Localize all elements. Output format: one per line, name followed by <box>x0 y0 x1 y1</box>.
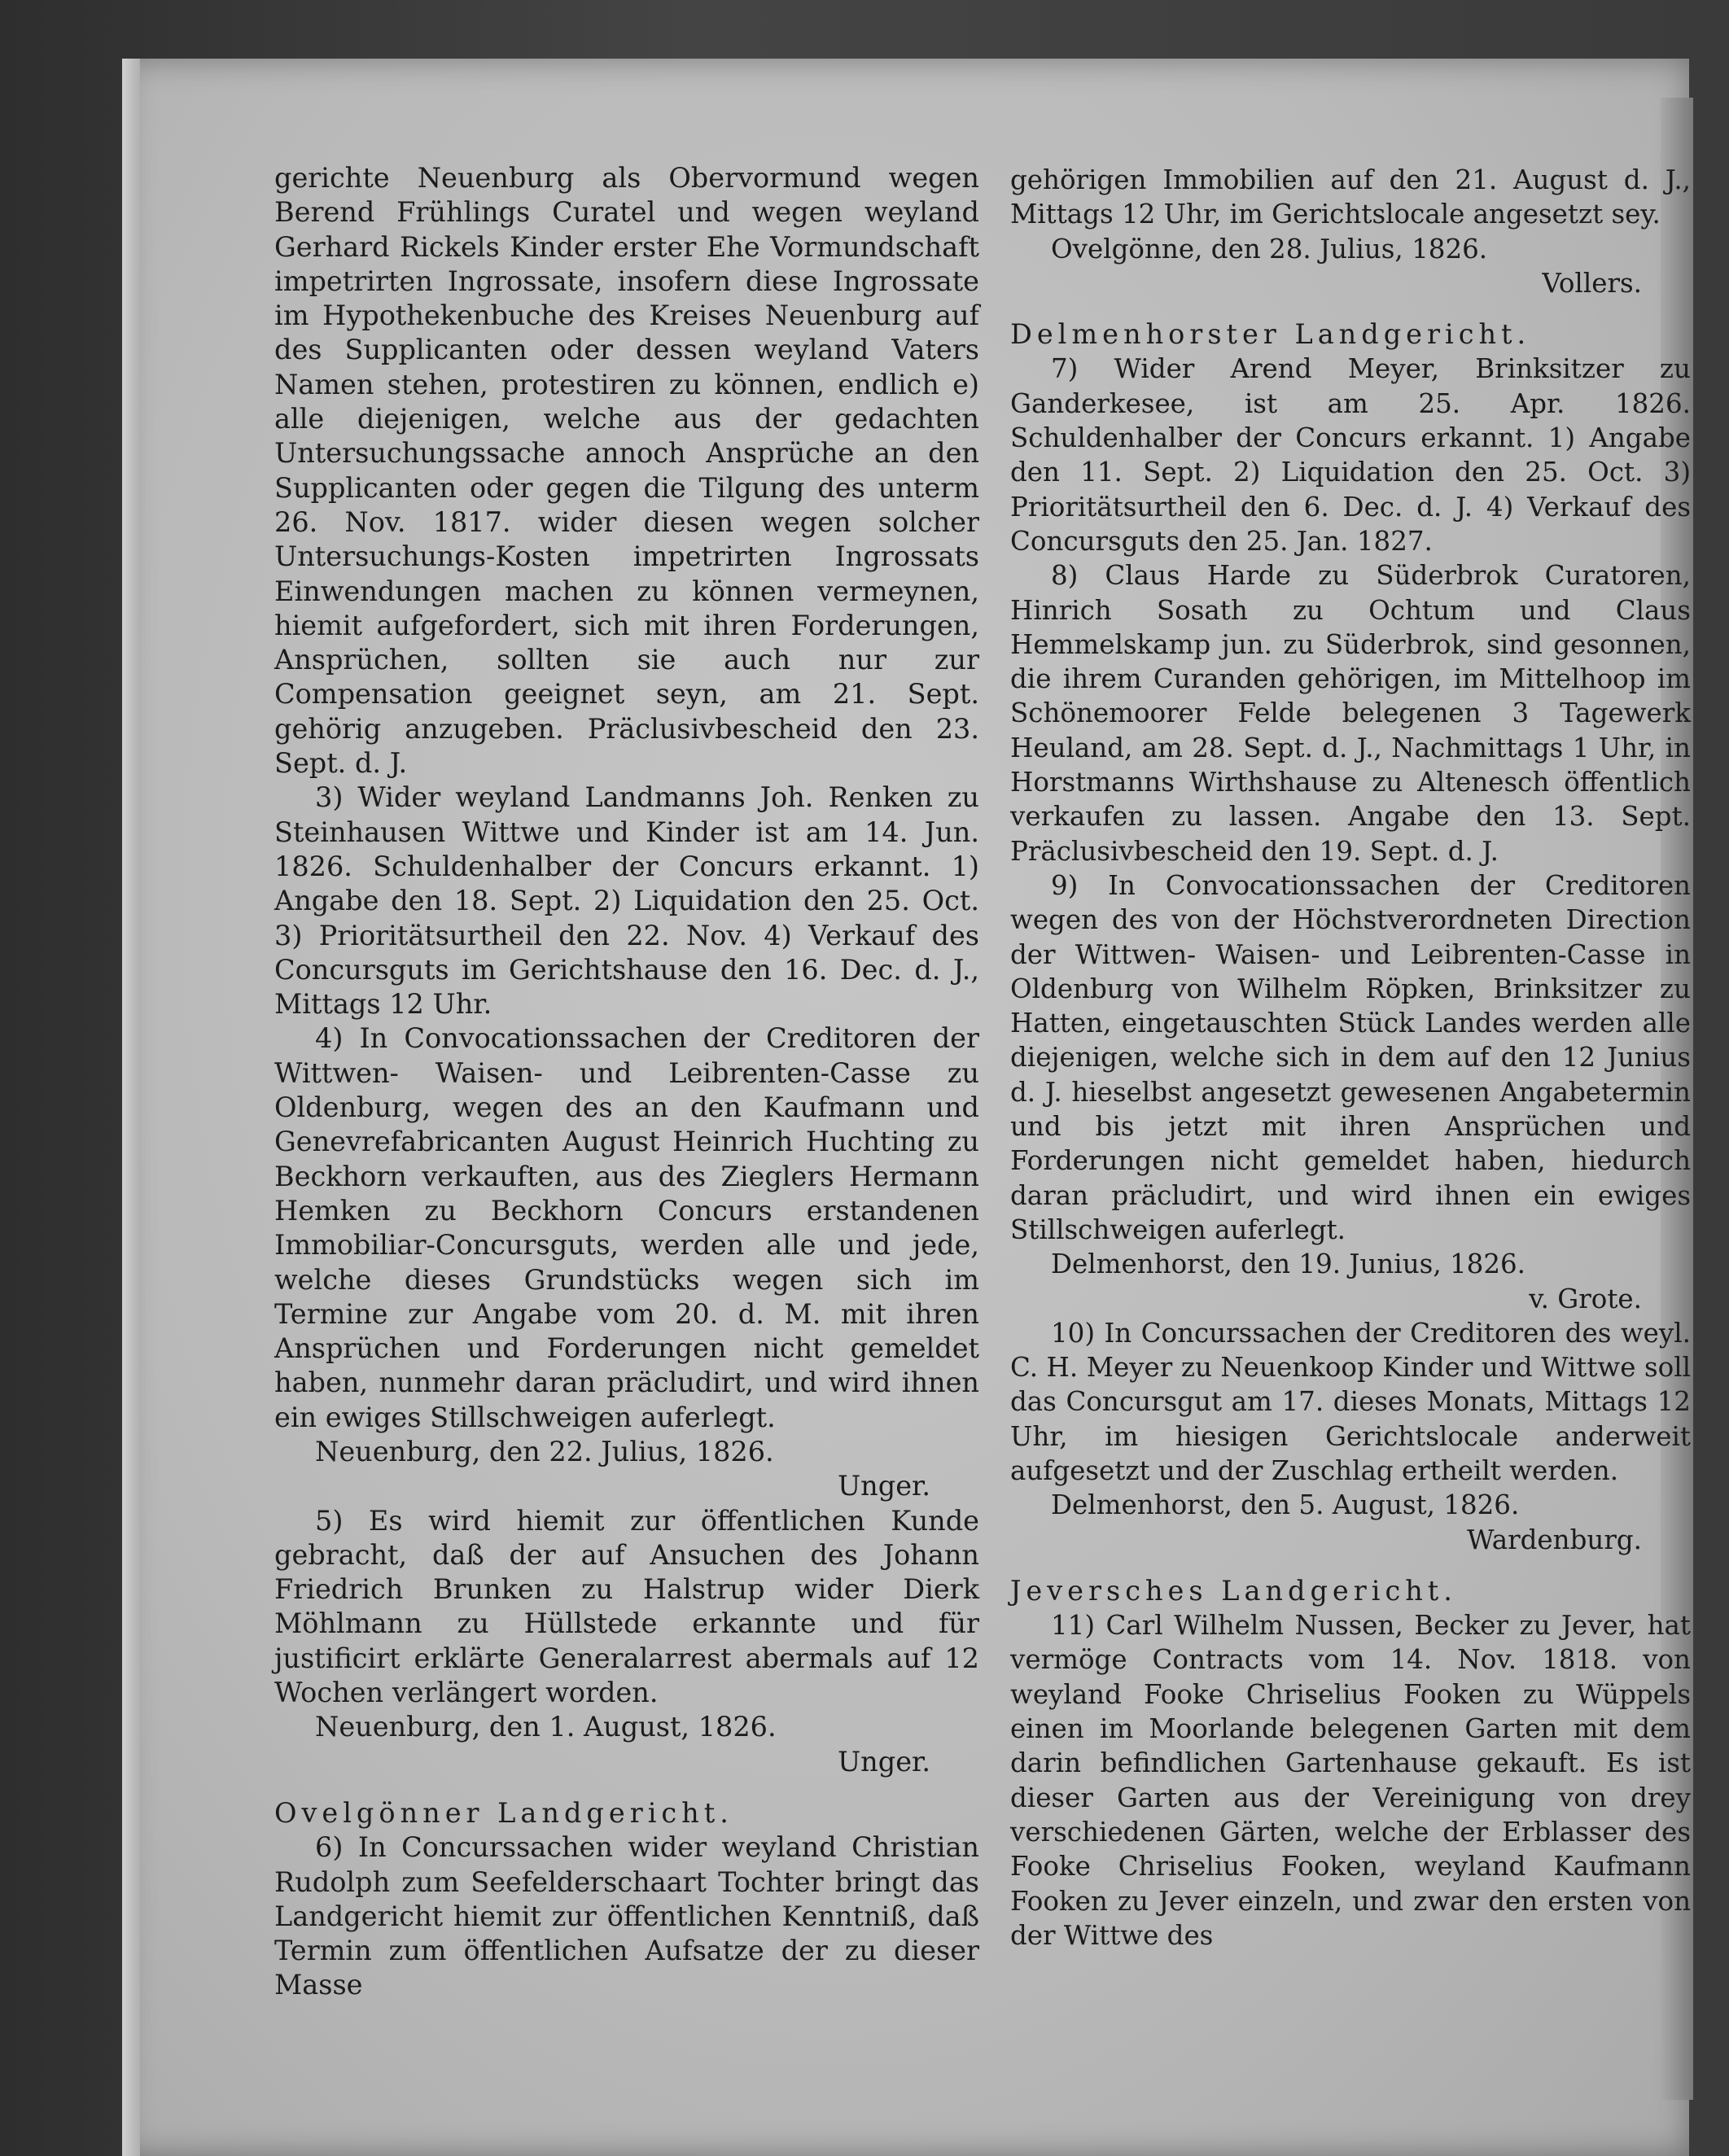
paragraph-continued: gerichte Neuenburg als Obervormund wegen Berend Frühlings Curatel und wegen weyland Gerhard Rickels Kinder erster Ehe Vormundschaft impetrirten Ingrossate, insofern diese Ingrossate im Hypothekenbuche des Kreises Neuenburg auf des Supplicanten oder dessen weyland Vaters Namen stehen, protestiren zu können, endlich e) alle diejenigen, welche aus der gedachten Untersuchungssache annoch Ansprüche an den Supplicanten oder gegen die Tilgung des unterm 26. Nov. 1817. wider diesen wegen solcher Untersuchungs-Kosten impetrirten Ingrossats Einwendungen machen zu können vermeynen, hiemit aufgefordert, sich mit ihren Forderungen, Ansprüchen, sollten sie auch nur zur Compensation geeignet seyn, am 21. Sept. gehörig anzugeben. Präclusivbescheid den 23. Sept. d. J. <box>274 162 979 780</box>
section-heading: Ovelgönner Landgericht. <box>274 1796 733 1829</box>
notice-7: 7) Wider Arend Meyer, Brinksitzer zu Ganderkesee, ist am 25. Apr. 1826. Schuldenhalber der Concurs erkannt. 1) Angabe den 11. Sept. 2) Liquidation den 25. Oct. 3) Prioritätsurtheil den 6. Dec. d. J. 4) Verkauf des Concursguts den 25. Jan. 1827. <box>1010 353 1691 557</box>
signature: v. Grote. <box>1529 1283 1642 1314</box>
notice-4: 4) In Convocationssachen der Creditoren der Wittwen- Waisen- und Leibrenten-Casse zu Oldenburg, wegen des an den Kaufmann und Genevrefabricanten August Heinrich Huchting zu Beckhorn verkauften, aus des Zieglers Hermann Hemken zu Beckhorn Concurs erstandenen Immobiliar-Concursguts, werden alle und jede, welche dieses Grundstücks wegen sich im Termine zur Angabe vom 20. d. M. mit ihren Ansprüchen und Forderungen nicht gemeldet haben, nunmehr daran präcludirt, und wird ihnen ein ewiges Stillschweigen auferlegt. <box>274 1022 979 1433</box>
dateline: Neuenburg, den 1. August, 1826. <box>315 1711 777 1743</box>
left-column <box>274 161 979 2003</box>
section-gap <box>1010 1557 1691 1574</box>
notice-9: 9) In Convocationssachen der Creditoren wegen des von der Höchstverordneten Direction der Wittwen- Waisen- und Leibrenten-Casse in Oldenburg von Wilhelm Röpken, Brinksitzer zu Hatten, eingetauschten Stück Landes werden alle diejenigen, welche sich in dem auf den 12 Junius d. J. hieselbst angesetzt gewesenen Angabetermin und bis jetzt mit ihren Ansprüchen und Forderungen nicht gemeldet haben, hiedurch daran präcludirt, und wird ihnen ein ewiges Stillschweigen auferlegt. <box>1010 869 1691 1245</box>
notice-10: 10) In Concurssachen der Creditoren des weyl. C. H. Meyer zu Neuenkoop Kinder und Wittwe soll das Concursgut am 17. dieses Monats, Mittags 12 Uhr, im hiesigen Gerichtslocale anderweit aufgesetzt und der Zuschlag ertheilt werden. <box>1010 1317 1691 1486</box>
dateline: Ovelgönne, den 28. Julius, 1826. <box>1051 233 1488 265</box>
paragraph-continued: gehörigen Immobilien auf den 21. August d. J., Mittags 12 Uhr, im Gerichtslocale angesetzt sey. <box>1010 164 1691 230</box>
signature: Unger. <box>837 1470 930 1502</box>
signature: Wardenburg. <box>1467 1524 1642 1555</box>
signature: Unger. <box>837 1745 930 1778</box>
right-column <box>1010 163 1691 1953</box>
section-heading: Jeversches Landgericht. <box>1010 1574 1457 1607</box>
notice-11: 11) Carl Wilhelm Nussen, Becker zu Jever, hat vermöge Contracts vom 14. Nov. 1818. von weyland Fooke Chriselius Fooken zu Wüppels einen im Moorlande belegenen Garten mit dem darin befindlichen Gartenhause gekauft. Es ist dieser Garten aus der Vereinigung von drey verschiedenen Gärten, welche der Erblasser des Fooke Chriselius Fooken, weyland Kaufmann Fooken zu Jever einzeln, und zwar den ersten von der Wittwe des <box>1010 1610 1691 1951</box>
notice-5: 5) Es wird hiemit zur öffentlichen Kunde gebracht, daß der auf Ansuchen des Johann Friedrich Brunken zu Halstrup wider Dierk Möhlmann zu Hüllstede erkannte und für justificirt erklärte Generalarrest abermals auf 12 Wochen verlängert worden. <box>274 1504 979 1709</box>
dateline: Neuenburg, den 22. Julius, 1826. <box>315 1435 774 1467</box>
signature: Vollers. <box>1542 267 1642 299</box>
page-left-edge <box>122 59 140 2156</box>
section-heading: Delmenhorster Landgericht. <box>1010 318 1531 351</box>
notice-6: 6) In Concurssachen wider weyland Christian Rudolph zum Seefelderschaart Tochter bringt das Landgericht hiemit zur öffentlichen Kenntniß, daß Termin zum öffentlichen Aufsatze der zu dieser Masse <box>274 1831 979 2001</box>
notice-3: 3) Wider weyland Landmanns Joh. Renken zu Steinhausen Wittwe und Kinder ist am 14. Jun. 1826. Schuldenhalber der Concurs erkannt. 1) Angabe den 18. Sept. 2) Liquidation den 25. Oct. 3) Prioritätsurtheil den 22. Nov. 4) Verkauf des Concursguts im Gerichtshause den 16. Dec. d. J., Mittags 12 Uhr. <box>274 781 979 1021</box>
section-gap <box>274 1779 979 1796</box>
dateline: Delmenhorst, den 5. August, 1826. <box>1051 1489 1520 1521</box>
notice-8: 8) Claus Harde zu Süderbrok Curatoren, Hinrich Sosath zu Ochtum und Claus Hemmelskamp jun. zu Süderbrok, sind gesonnen, die ihrem Curanden gehörigen, im Mittelhoop im Schönemoorer Felde belegenen 3 Tagewerk Heuland, am 28. Sept. d. J., Nachmittags 1 Uhr, in Horstmanns Wirthshause zu Altenesch öffentlich verkaufen zu lassen. Angabe den 13. Sept. Präclusivbescheid den 19. Sept. d. J. <box>1010 560 1691 867</box>
dateline: Delmenhorst, den 19. Junius, 1826. <box>1051 1249 1526 1280</box>
section-gap <box>1010 300 1691 317</box>
